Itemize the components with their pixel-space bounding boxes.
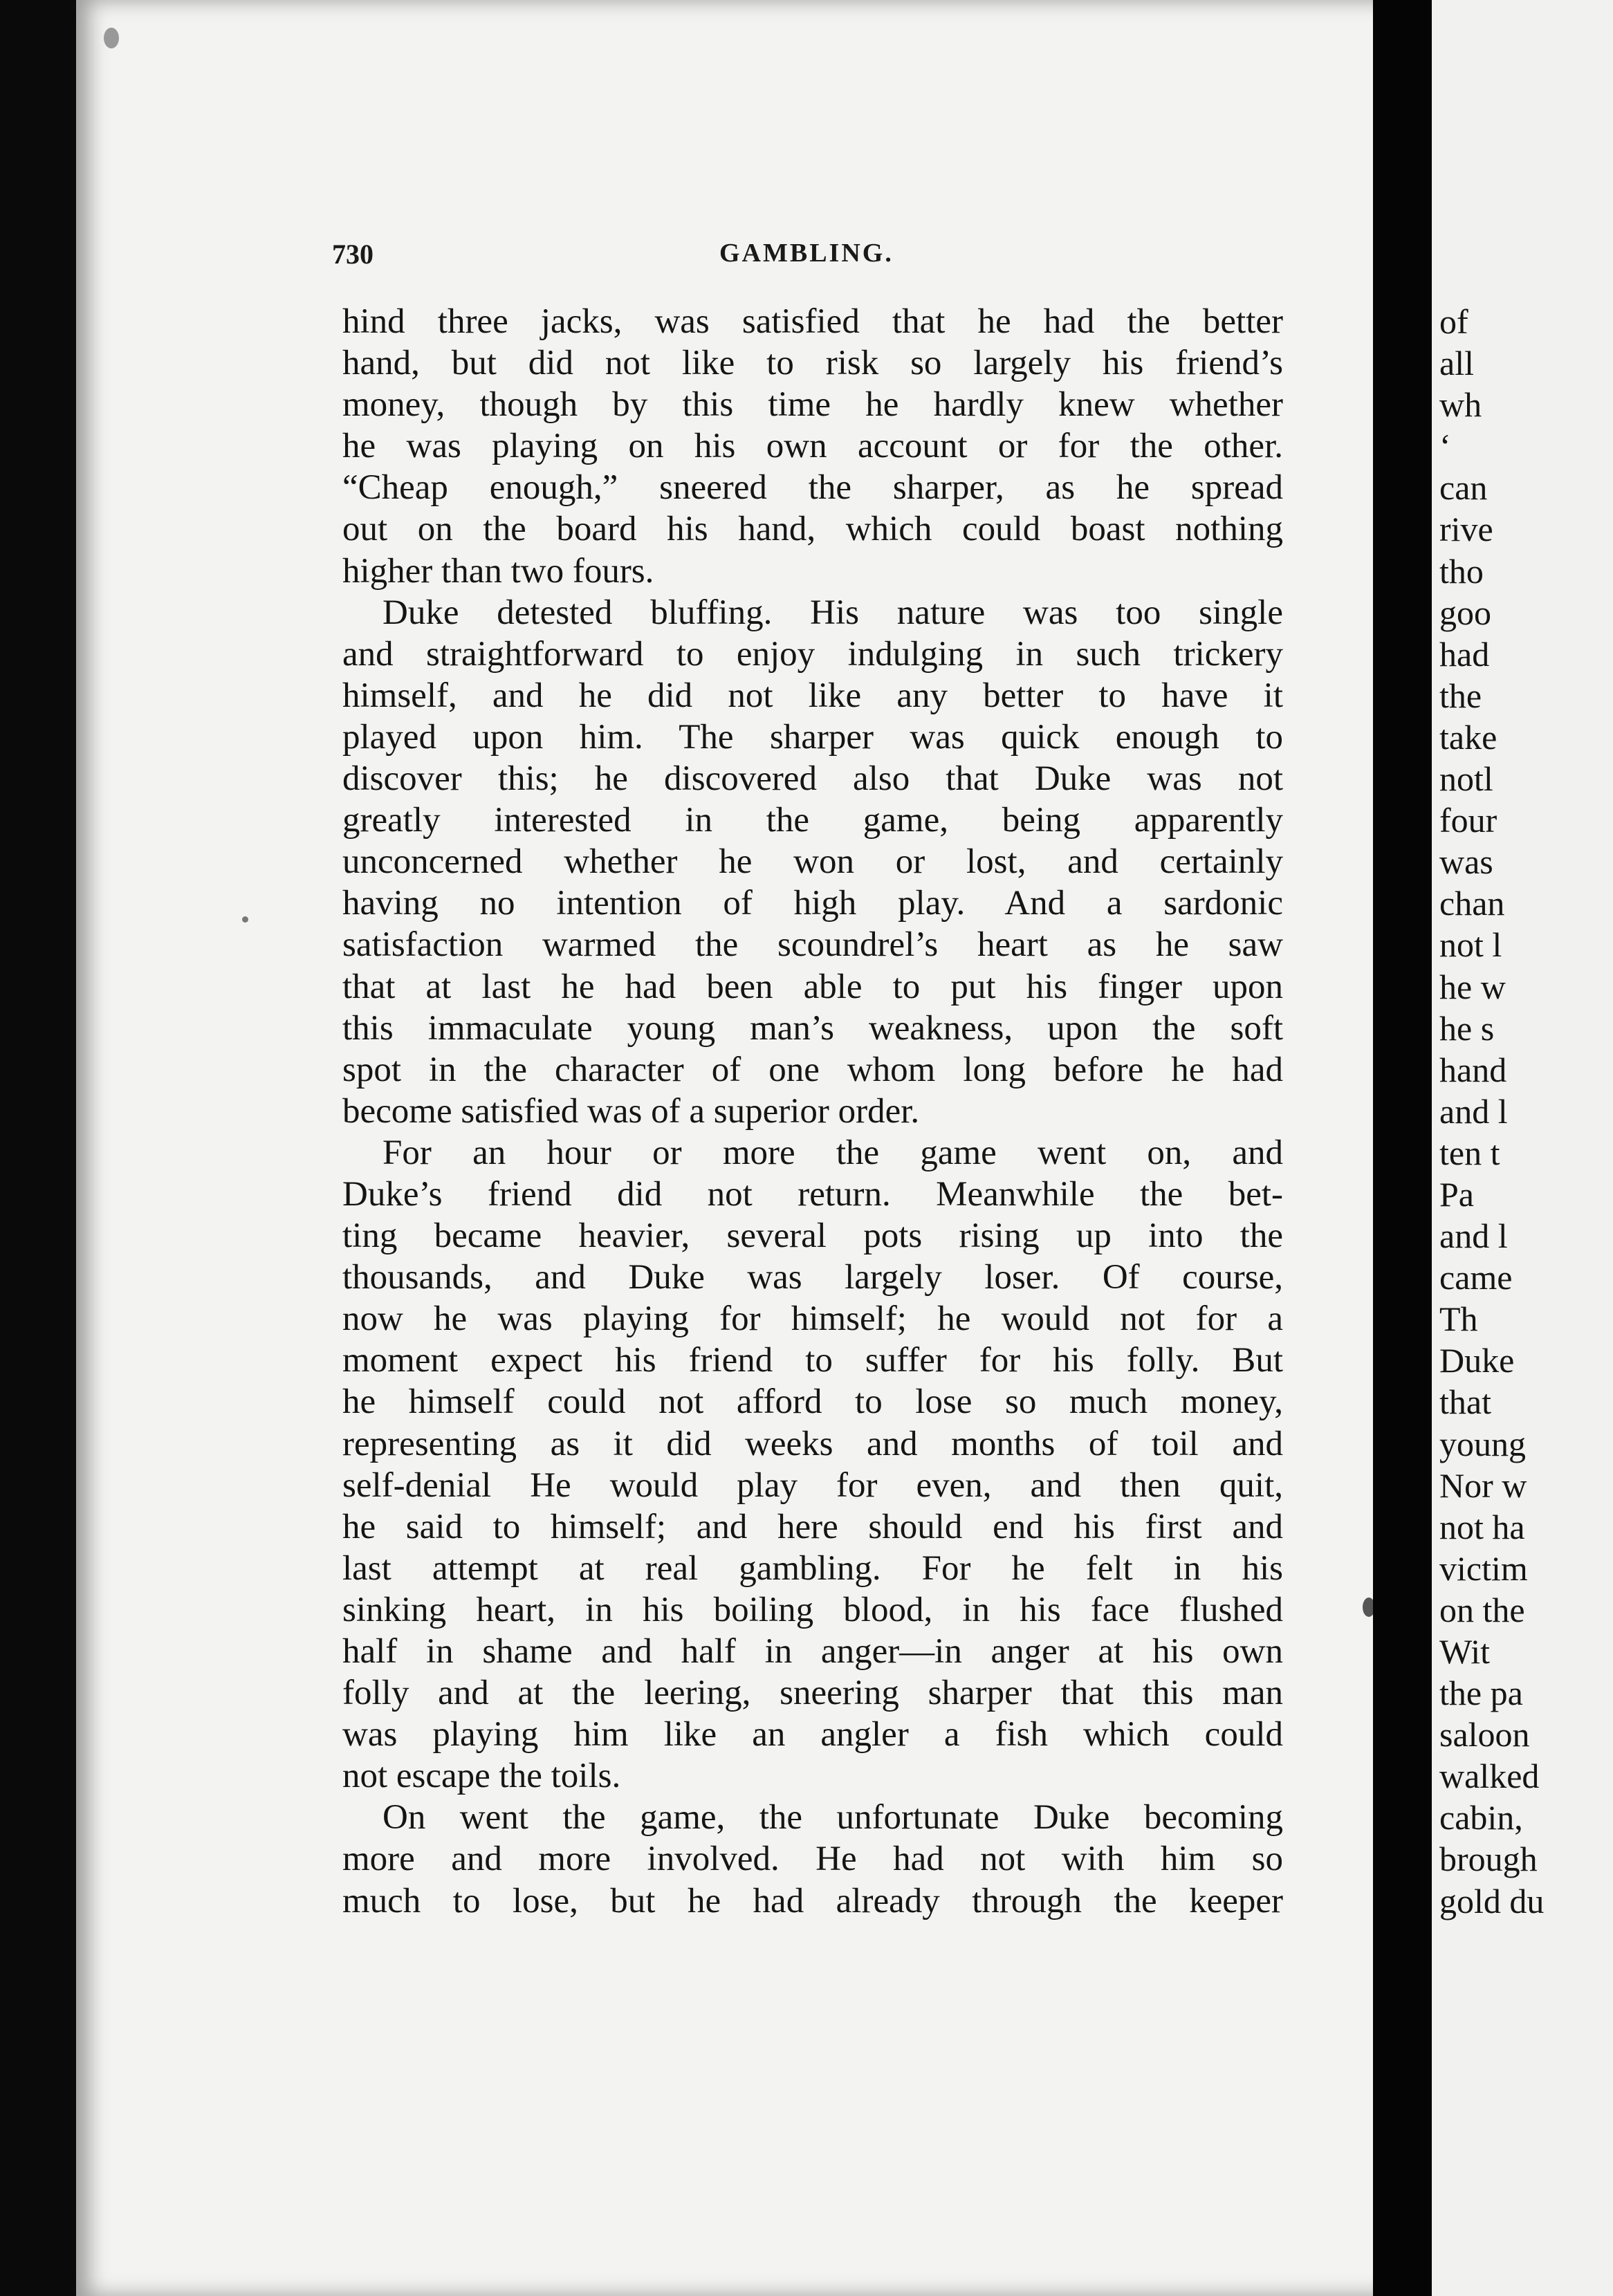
running-head bbox=[332, 238, 1273, 279]
text-line: that at last he had been able to put his finger upon bbox=[342, 967, 1283, 1006]
facing-page-line: tho bbox=[1439, 551, 1484, 591]
text-line: On went the game, the unfortunate Duke becoming bbox=[382, 1798, 1283, 1837]
facing-page-line: Th bbox=[1439, 1299, 1478, 1339]
facing-page-line: saloon bbox=[1439, 1715, 1530, 1755]
facing-page-line: not l bbox=[1439, 925, 1502, 965]
facing-page-line: Pa bbox=[1439, 1174, 1474, 1214]
text-line: satisfaction warmed the scoundrel’s heart as he saw bbox=[342, 925, 1283, 965]
book-spine-gutter bbox=[1373, 0, 1432, 2296]
facing-page-line: young bbox=[1439, 1424, 1526, 1463]
text-line: half in shame and half in anger—in anger at his own bbox=[342, 1632, 1283, 1671]
text-line: he said to himself; and here should end his first and bbox=[342, 1507, 1283, 1546]
text-line: moment expect his friend to suffer for his folly. But bbox=[342, 1341, 1283, 1380]
facing-page-line: and l bbox=[1439, 1216, 1508, 1256]
text-line: spot in the character of one whom long before he had bbox=[342, 1050, 1283, 1089]
facing-page-line: brough bbox=[1439, 1840, 1538, 1879]
facing-page-line: on the bbox=[1439, 1590, 1525, 1629]
facing-page-line: of bbox=[1439, 302, 1468, 341]
facing-page-line: hand bbox=[1439, 1050, 1507, 1089]
text-line: he was playing on his own account or for the other. bbox=[342, 427, 1283, 466]
paper-blemish bbox=[242, 916, 248, 923]
facing-page-line: victim bbox=[1439, 1548, 1528, 1588]
text-line: “Cheap enough,” sneered the sharper, as he spread bbox=[342, 468, 1283, 508]
text-line: hand, but did not like to risk so largely his friend’s bbox=[342, 344, 1283, 383]
page-number: 730 bbox=[332, 239, 374, 270]
facing-page-line: he s bbox=[1439, 1008, 1495, 1048]
text-line: played upon him. The sharper was quick enough to bbox=[342, 717, 1283, 757]
text-line: was playing him like an angler a fish which could bbox=[342, 1715, 1283, 1755]
text-line: sinking heart, in his boiling blood, in his face flushed bbox=[342, 1590, 1283, 1629]
facing-page-line: that bbox=[1439, 1382, 1491, 1422]
text-line: money, though by this time he hardly knew whether bbox=[342, 385, 1283, 425]
facing-page-line: had bbox=[1439, 634, 1490, 674]
facing-page-line: cabin, bbox=[1439, 1798, 1523, 1837]
body-text bbox=[342, 301, 1283, 1922]
text-line: having no intention of high play. And a sardonic bbox=[342, 884, 1283, 923]
facing-page-line: chan bbox=[1439, 884, 1505, 923]
text-line: hind three jacks, was satisfied that he had the better bbox=[342, 302, 1283, 341]
text-line: higher than two fours. bbox=[342, 551, 654, 591]
text-line: Duke detested bluffing. His nature was too single bbox=[382, 593, 1283, 632]
facing-page-line: notl bbox=[1439, 759, 1493, 799]
facing-page-line: the bbox=[1439, 676, 1482, 715]
text-line: this immaculate young man’s weakness, upon the soft bbox=[342, 1008, 1283, 1048]
facing-page-line: all bbox=[1439, 344, 1474, 383]
facing-page-line: four bbox=[1439, 801, 1497, 840]
facing-page-line: Nor w bbox=[1439, 1465, 1527, 1505]
facing-page-line: ‘ bbox=[1439, 427, 1451, 466]
facing-page-line: gold du bbox=[1439, 1881, 1545, 1920]
facing-page-line: rive bbox=[1439, 510, 1493, 549]
text-line: folly and at the leering, sneering sharper that this man bbox=[342, 1674, 1283, 1713]
text-line: become satisfied was of a superior order. bbox=[342, 1091, 920, 1131]
text-line: Duke’s friend did not return. Meanwhile the bet- bbox=[342, 1174, 1283, 1214]
text-line: himself, and he did not like any better to have it bbox=[342, 676, 1283, 715]
facing-page-line: the pa bbox=[1439, 1674, 1523, 1713]
facing-page-line: can bbox=[1439, 468, 1488, 508]
text-line: more and more involved. He had not with him so bbox=[342, 1840, 1283, 1879]
text-line: now he was playing for himself; he would not for a bbox=[342, 1299, 1283, 1339]
facing-page-line: ten t bbox=[1439, 1133, 1500, 1172]
facing-page-line: Wit bbox=[1439, 1632, 1490, 1671]
facing-page-line: wh bbox=[1439, 385, 1482, 425]
facing-page-text bbox=[1439, 301, 1544, 1922]
facing-page-line: walked bbox=[1439, 1757, 1540, 1796]
text-line: self-denial He would play for even, and then quit, bbox=[342, 1465, 1283, 1505]
facing-page-line: goo bbox=[1439, 593, 1491, 632]
facing-page-line: Duke bbox=[1439, 1341, 1515, 1380]
text-line: For an hour or more the game went on, and bbox=[382, 1133, 1283, 1172]
facing-page-line: take bbox=[1439, 717, 1497, 757]
text-line: he himself could not afford to lose so much money, bbox=[342, 1382, 1283, 1422]
facing-page-line: not ha bbox=[1439, 1507, 1525, 1546]
text-line: ting became heavier, several pots rising up into the bbox=[342, 1216, 1283, 1256]
facing-page-line: he w bbox=[1439, 967, 1506, 1006]
facing-page-line: was bbox=[1439, 842, 1493, 882]
text-line: discover this; he discovered also that Duke was not bbox=[342, 759, 1283, 799]
running-title: GAMBLING. bbox=[719, 239, 894, 268]
text-line: greatly interested in the game, being apparently bbox=[342, 801, 1283, 840]
text-line: much to lose, but he had already through the keeper bbox=[342, 1881, 1283, 1920]
paper-blemish bbox=[104, 28, 119, 48]
text-line: last attempt at real gambling. For he felt in his bbox=[342, 1548, 1283, 1588]
text-line: and straightforward to enjoy indulging in such trickery bbox=[342, 634, 1283, 674]
text-line: thousands, and Duke was largely loser. Of course, bbox=[342, 1258, 1283, 1297]
text-line: not escape the toils. bbox=[342, 1757, 621, 1796]
text-line: representing as it did weeks and months of toil and bbox=[342, 1424, 1283, 1463]
facing-page-line: and l bbox=[1439, 1091, 1508, 1131]
text-line: out on the board his hand, which could boast nothing bbox=[342, 510, 1283, 549]
scan-left-margin bbox=[0, 0, 76, 2296]
facing-page-line: came bbox=[1439, 1258, 1513, 1297]
text-line: unconcerned whether he won or lost, and certainly bbox=[342, 842, 1283, 882]
